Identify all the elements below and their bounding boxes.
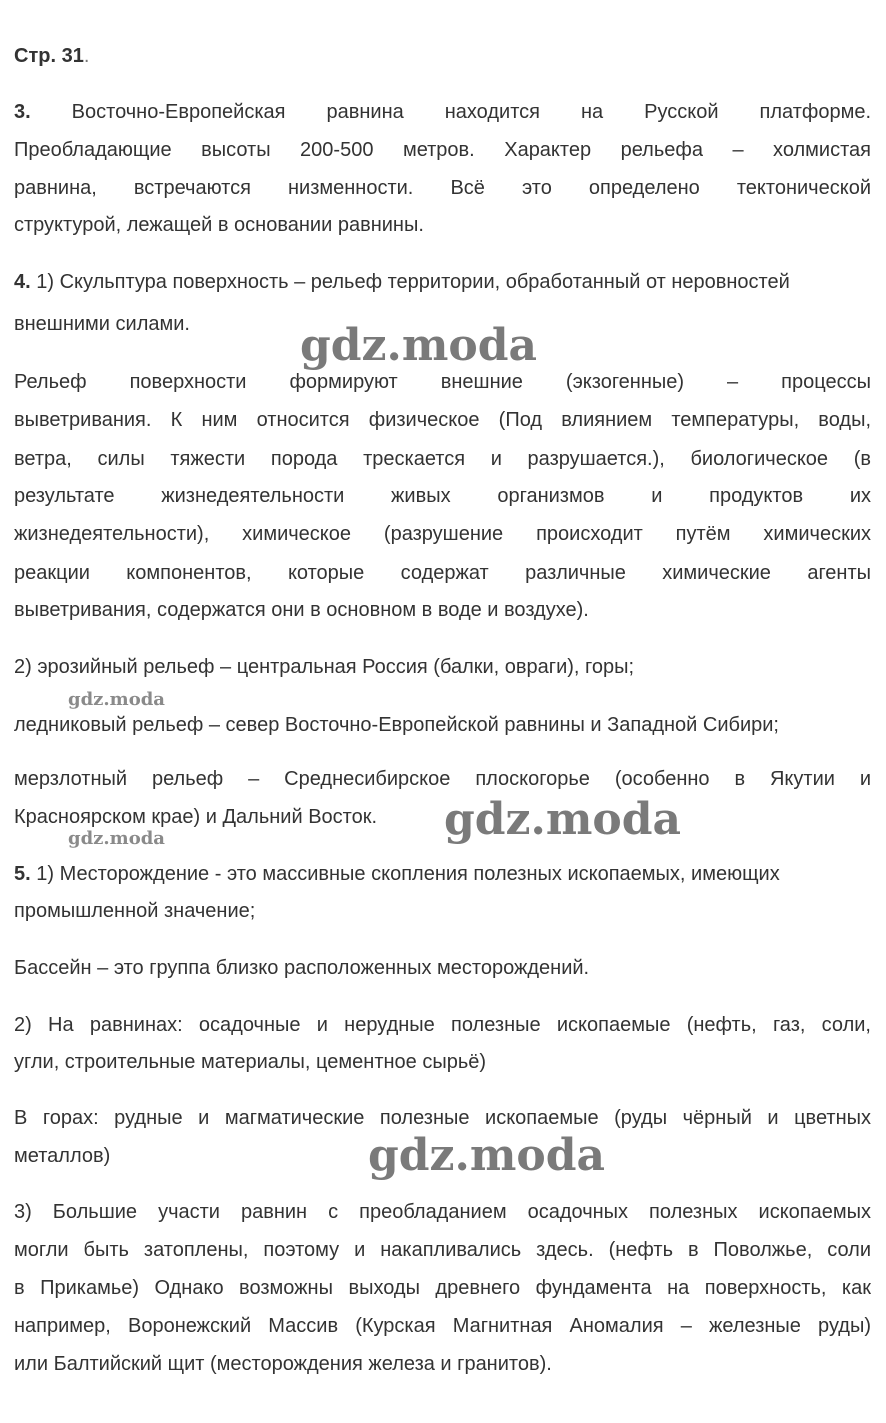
text-line: 3) Большие участи равнин с преобладанием осадочных полезных ископаемых bbox=[14, 1201, 871, 1223]
text-line: Рельеф поверхности формируют внешние (экзогенные) – процессы bbox=[14, 371, 871, 393]
text-line: ледниковый рельеф – север Восточно-Европейской равнины и Западной Сибири; bbox=[14, 714, 779, 736]
text-line: выветривания. К ним относится физическое (Под влиянием температуры, воды, bbox=[14, 409, 871, 431]
text-line: результате жизнедеятельности живых организмов и продуктов их bbox=[14, 485, 871, 507]
text-line: структурой, лежащей в основании равнины. bbox=[14, 214, 424, 236]
text-line: мерзлотный рельеф – Среднесибирское плоскогорье (особенно в Якутии и bbox=[14, 768, 871, 790]
watermark-logo: gdz.moda bbox=[68, 828, 165, 849]
text-line: В горах: рудные и магматические полезные ископаемые (руды чёрный и цветных bbox=[14, 1107, 871, 1129]
text-line: 3. Восточно-Европейская равнина находится на Русской платформе. bbox=[14, 101, 871, 123]
text-line: жизнедеятельности), химическое (разрушение происходит путём химических bbox=[14, 523, 871, 545]
text-line: или Балтийский щит (месторождения железа и гранитов). bbox=[14, 1353, 552, 1375]
text-line: например, Воронежский Массив (Курская Магнитная Аномалия – железные руды) bbox=[14, 1315, 871, 1337]
text-line: ветра, силы тяжести порода трескается и разрушается.), биологическое (в bbox=[14, 448, 871, 470]
watermark-logo: gdz.moda bbox=[444, 794, 682, 845]
text-line: внешними силами. bbox=[14, 313, 190, 335]
text-line: Красноярском крае) и Дальний Восток. bbox=[14, 806, 378, 828]
text-line: выветривания, содержатся они в основном в воде и воздухе). bbox=[14, 599, 589, 621]
text-line: равнина, встречаются низменности. Всё это определено тектонической bbox=[14, 177, 871, 199]
text-line: промышленной значение; bbox=[14, 900, 256, 922]
text-line: Преобладающие высоты 200-500 метров. Характер рельефа – холмистая bbox=[14, 139, 871, 161]
text-line: 2) На равнинах: осадочные и нерудные полезные ископаемые (нефть, газ, соли, bbox=[14, 1014, 871, 1036]
text-line: в Прикамье) Однако возможны выходы древнего фундамента на поверхность, как bbox=[14, 1277, 871, 1299]
page-header: Стр. 31. bbox=[14, 45, 90, 67]
text-line: могли быть затоплены, поэтому и накапливались здесь. (нефть в Поволжье, соли bbox=[14, 1239, 871, 1261]
page-number: Стр. 31 bbox=[14, 45, 84, 67]
text-line: 5. 1) Месторождение - это массивные скопления полезных ископаемых, имеющих bbox=[14, 863, 780, 885]
text-line: 2) эрозийный рельеф – центральная Россия (балки, овраги), горы; bbox=[14, 656, 635, 678]
text-line: 4. 1) Скульптура поверхность – рельеф территории, обработанный от неровностей bbox=[14, 271, 790, 293]
text-line: реакции компонентов, которые содержат различные химические агенты bbox=[14, 562, 871, 584]
text-line: Бассейн – это группа близко расположенных месторождений. bbox=[14, 957, 590, 979]
watermark-logo: gdz.moda bbox=[68, 689, 165, 710]
text-line: металлов) bbox=[14, 1145, 111, 1167]
text-line: угли, строительные материалы, цементное сырьё) bbox=[14, 1051, 487, 1073]
watermark-logo: gdz.moda bbox=[368, 1130, 606, 1181]
watermark-logo: gdz.moda bbox=[300, 320, 538, 371]
